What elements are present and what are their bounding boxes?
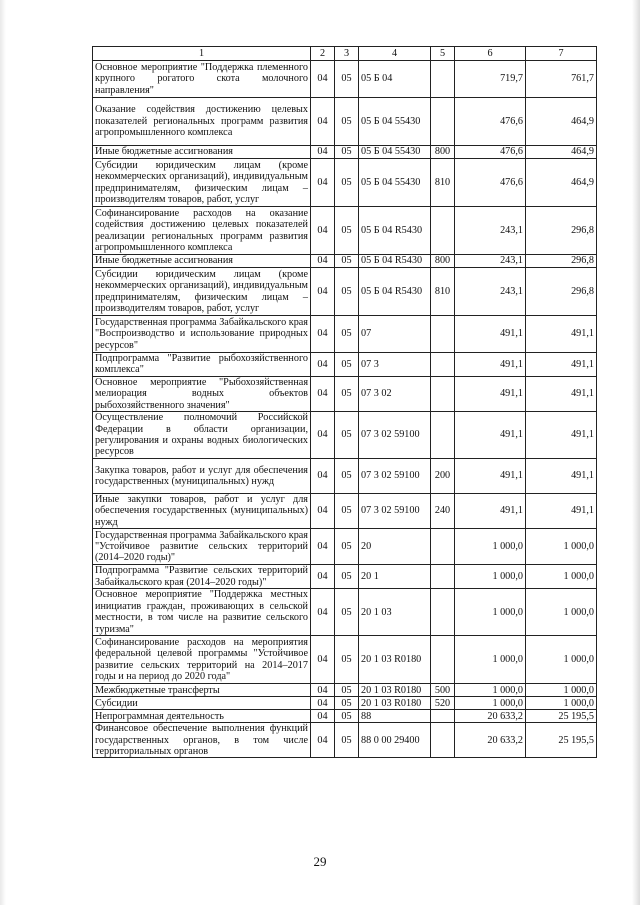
- table-row: [93, 459, 597, 494]
- cell-subsection: 05: [335, 255, 359, 268]
- cell-subsection: 05: [335, 98, 359, 146]
- cell-name: Государственная программа Забайкальского края "Воспроизводство и использование природных ресурсов": [93, 316, 311, 353]
- cell-section: 04: [311, 353, 335, 377]
- cell-expense-type: [431, 710, 455, 723]
- cell-name: Осуществление полномочий Российской Федерации в области организации, регулирования и охраны водных биологических ресурсов: [93, 412, 311, 459]
- cell-target-code: 07 3 02 59100: [359, 412, 431, 459]
- cell-name: Непрограммная деятельность: [93, 710, 311, 723]
- cell-amount-year-2: 1 000,0: [526, 565, 597, 589]
- cell-subsection: 05: [335, 529, 359, 565]
- table-row: [93, 376, 597, 411]
- table-row: [93, 494, 597, 529]
- table-row: [93, 316, 597, 353]
- cell-amount-year-2: 1 000,0: [526, 684, 597, 697]
- cell-target-code: 05 Б 04 R5430: [359, 207, 431, 255]
- cell-amount-year-2: 296,8: [526, 268, 597, 316]
- cell-section: 04: [311, 207, 335, 255]
- cell-section: 04: [311, 494, 335, 529]
- page-number: 29: [313, 854, 327, 869]
- table-row: [93, 589, 597, 636]
- cell-subsection: 05: [335, 146, 359, 159]
- column-header-1: 1: [93, 47, 311, 61]
- cell-amount-year-2: 491,1: [526, 494, 597, 529]
- cell-subsection: 05: [335, 207, 359, 255]
- cell-amount-year-1: 20 633,2: [455, 723, 526, 758]
- cell-name: Софинансирование расходов на мероприятия федеральной целевой программы "Устойчивое развитие сельских территорий на 2014–2017 годы и на период до 2020 года": [93, 636, 311, 684]
- cell-section: 04: [311, 723, 335, 758]
- table-row: [93, 353, 597, 377]
- cell-amount-year-1: 1 000,0: [455, 565, 526, 589]
- cell-target-code: 20 1 03 R0180: [359, 697, 431, 710]
- cell-target-code: 05 Б 04 55430: [359, 146, 431, 159]
- cell-amount-year-2: 1 000,0: [526, 636, 597, 684]
- cell-expense-type: [431, 412, 455, 459]
- cell-amount-year-1: 243,1: [455, 268, 526, 316]
- cell-amount-year-2: 1 000,0: [526, 529, 597, 565]
- cell-section: 04: [311, 268, 335, 316]
- cell-section: 04: [311, 697, 335, 710]
- cell-section: 04: [311, 636, 335, 684]
- cell-amount-year-2: 1 000,0: [526, 697, 597, 710]
- cell-target-code: 05 Б 04 55430: [359, 159, 431, 207]
- cell-name: Субсидии юридическим лицам (кроме некоммерческих организаций), индивидуальным предпринимателям, физическим лицам – производителям товаров, работ, услуг: [93, 159, 311, 207]
- cell-target-code: 07 3 02 59100: [359, 459, 431, 494]
- cell-amount-year-2: 761,7: [526, 61, 597, 98]
- cell-amount-year-2: 25 195,5: [526, 710, 597, 723]
- cell-amount-year-2: 491,1: [526, 376, 597, 411]
- column-header-5: 5: [431, 47, 455, 61]
- table-row: [93, 255, 597, 268]
- table-row: [93, 723, 597, 758]
- cell-section: 04: [311, 316, 335, 353]
- cell-section: 04: [311, 459, 335, 494]
- table-row: [93, 565, 597, 589]
- cell-subsection: 05: [335, 159, 359, 207]
- cell-section: 04: [311, 146, 335, 159]
- cell-target-code: 07 3 02: [359, 376, 431, 411]
- cell-subsection: 05: [335, 268, 359, 316]
- cell-amount-year-2: 491,1: [526, 316, 597, 353]
- table-row: [93, 268, 597, 316]
- cell-expense-type: [431, 353, 455, 377]
- table-row: [93, 61, 597, 98]
- cell-expense-type: 500: [431, 684, 455, 697]
- cell-subsection: 05: [335, 565, 359, 589]
- cell-expense-type: 800: [431, 146, 455, 159]
- cell-name: Межбюджетные трансферты: [93, 684, 311, 697]
- cell-section: 04: [311, 376, 335, 411]
- cell-amount-year-1: 20 633,2: [455, 710, 526, 723]
- cell-name: Оказание содействия достижению целевых показателей региональных программ развития агропромышленного комплекса: [93, 98, 311, 146]
- cell-amount-year-1: 719,7: [455, 61, 526, 98]
- cell-expense-type: [431, 316, 455, 353]
- cell-amount-year-1: 476,6: [455, 159, 526, 207]
- cell-expense-type: [431, 723, 455, 758]
- cell-amount-year-1: 1 000,0: [455, 697, 526, 710]
- cell-subsection: 05: [335, 316, 359, 353]
- cell-name: Государственная программа Забайкальского края "Устойчивое развитие сельских территорий (2014–2020 годы)": [93, 529, 311, 565]
- cell-expense-type: [431, 565, 455, 589]
- cell-section: 04: [311, 61, 335, 98]
- cell-name: Субсидии: [93, 697, 311, 710]
- table-row: [93, 636, 597, 684]
- cell-subsection: 05: [335, 61, 359, 98]
- cell-target-code: 07 3 02 59100: [359, 494, 431, 529]
- cell-expense-type: [431, 207, 455, 255]
- cell-name: Софинансирование расходов на оказание содействия достижению целевых показателей реализации региональных программ развития агропромышленного комплекса: [93, 207, 311, 255]
- page-edge-left: [0, 0, 6, 905]
- cell-target-code: 20 1 03 R0180: [359, 684, 431, 697]
- cell-target-code: 20 1 03 R0180: [359, 636, 431, 684]
- cell-expense-type: [431, 98, 455, 146]
- cell-target-code: 05 Б 04 R5430: [359, 255, 431, 268]
- cell-subsection: 05: [335, 376, 359, 411]
- column-header-4: 4: [359, 47, 431, 61]
- table-row: [93, 159, 597, 207]
- cell-section: 04: [311, 159, 335, 207]
- cell-section: 04: [311, 412, 335, 459]
- table-row: [93, 529, 597, 565]
- cell-amount-year-2: 491,1: [526, 459, 597, 494]
- cell-expense-type: 810: [431, 159, 455, 207]
- column-header-7: 7: [526, 47, 597, 61]
- cell-amount-year-2: 1 000,0: [526, 589, 597, 636]
- table-row: [93, 146, 597, 159]
- cell-expense-type: 800: [431, 255, 455, 268]
- cell-amount-year-2: 296,8: [526, 255, 597, 268]
- cell-name: Основное мероприятие "Поддержка племенного крупного рогатого скота молочного направления": [93, 61, 311, 98]
- cell-section: 04: [311, 684, 335, 697]
- cell-subsection: 05: [335, 459, 359, 494]
- cell-target-code: 07: [359, 316, 431, 353]
- cell-amount-year-2: 491,1: [526, 353, 597, 377]
- cell-amount-year-1: 1 000,0: [455, 684, 526, 697]
- header-row: [93, 47, 597, 61]
- cell-amount-year-2: 491,1: [526, 412, 597, 459]
- cell-expense-type: [431, 529, 455, 565]
- cell-subsection: 05: [335, 412, 359, 459]
- cell-target-code: 07 3: [359, 353, 431, 377]
- cell-amount-year-1: 476,6: [455, 98, 526, 146]
- column-header-2: 2: [311, 47, 335, 61]
- cell-subsection: 05: [335, 697, 359, 710]
- cell-amount-year-1: 1 000,0: [455, 636, 526, 684]
- cell-name: Подпрограмма "Развитие сельских территорий Забайкальского края (2014–2020 годы)": [93, 565, 311, 589]
- cell-section: 04: [311, 255, 335, 268]
- cell-amount-year-2: 296,8: [526, 207, 597, 255]
- cell-target-code: 88: [359, 710, 431, 723]
- cell-expense-type: 200: [431, 459, 455, 494]
- cell-subsection: 05: [335, 494, 359, 529]
- cell-subsection: 05: [335, 636, 359, 684]
- cell-expense-type: 520: [431, 697, 455, 710]
- cell-subsection: 05: [335, 589, 359, 636]
- cell-subsection: 05: [335, 353, 359, 377]
- cell-section: 04: [311, 529, 335, 565]
- cell-section: 04: [311, 589, 335, 636]
- cell-amount-year-1: 243,1: [455, 207, 526, 255]
- table-row: [93, 207, 597, 255]
- page-edge-right: [632, 0, 640, 905]
- cell-amount-year-1: 491,1: [455, 494, 526, 529]
- cell-target-code: 05 Б 04 55430: [359, 98, 431, 146]
- table-row: [93, 697, 597, 710]
- table-body: [93, 61, 597, 758]
- cell-subsection: 05: [335, 723, 359, 758]
- cell-subsection: 05: [335, 684, 359, 697]
- cell-amount-year-1: 1 000,0: [455, 529, 526, 565]
- cell-name: Подпрограмма "Развитие рыбохозяйственного комплекса": [93, 353, 311, 377]
- cell-amount-year-1: 491,1: [455, 376, 526, 411]
- cell-name: Финансовое обеспечение выполнения функций государственных органов, в том числе территориальных органов: [93, 723, 311, 758]
- cell-expense-type: [431, 636, 455, 684]
- cell-expense-type: 240: [431, 494, 455, 529]
- cell-section: 04: [311, 98, 335, 146]
- cell-expense-type: 810: [431, 268, 455, 316]
- cell-amount-year-1: 476,6: [455, 146, 526, 159]
- cell-name: Иные бюджетные ассигнования: [93, 146, 311, 159]
- cell-target-code: 20: [359, 529, 431, 565]
- cell-name: Иные бюджетные ассигнования: [93, 255, 311, 268]
- cell-amount-year-2: 464,9: [526, 159, 597, 207]
- cell-expense-type: [431, 376, 455, 411]
- cell-subsection: 05: [335, 710, 359, 723]
- cell-amount-year-2: 464,9: [526, 98, 597, 146]
- cell-name: Иные закупки товаров, работ и услуг для обеспечения государственных (муниципальных) нужд: [93, 494, 311, 529]
- column-header-6: 6: [455, 47, 526, 61]
- cell-name: Основное мероприятие "Рыбохозяйственная мелиорация водных объектов рыбохозяйственного значения": [93, 376, 311, 411]
- cell-amount-year-1: 491,1: [455, 316, 526, 353]
- cell-amount-year-1: 491,1: [455, 353, 526, 377]
- column-header-3: 3: [335, 47, 359, 61]
- cell-amount-year-2: 464,9: [526, 146, 597, 159]
- cell-target-code: 05 Б 04: [359, 61, 431, 98]
- cell-target-code: 88 0 00 29400: [359, 723, 431, 758]
- cell-name: Субсидии юридическим лицам (кроме некоммерческих организаций), индивидуальным предпринимателям, физическим лицам – производителям товаров, работ, услуг: [93, 268, 311, 316]
- cell-target-code: 05 Б 04 R5430: [359, 268, 431, 316]
- cell-expense-type: [431, 589, 455, 636]
- cell-section: 04: [311, 565, 335, 589]
- table-row: [93, 98, 597, 146]
- table-row: [93, 710, 597, 723]
- table-row: [93, 684, 597, 697]
- cell-name: Закупка товаров, работ и услуг для обеспечения государственных (муниципальных) нужд: [93, 459, 311, 494]
- cell-amount-year-1: 243,1: [455, 255, 526, 268]
- cell-name: Основное мероприятие "Поддержка местных инициатив граждан, проживающих в сельской местности, в том числе на развитие сельского туризма": [93, 589, 311, 636]
- cell-amount-year-1: 1 000,0: [455, 589, 526, 636]
- cell-target-code: 20 1 03: [359, 589, 431, 636]
- cell-amount-year-1: 491,1: [455, 412, 526, 459]
- cell-amount-year-1: 491,1: [455, 459, 526, 494]
- budget-table: [92, 46, 597, 758]
- cell-expense-type: [431, 61, 455, 98]
- cell-amount-year-2: 25 195,5: [526, 723, 597, 758]
- cell-section: 04: [311, 710, 335, 723]
- table-row: [93, 412, 597, 459]
- cell-target-code: 20 1: [359, 565, 431, 589]
